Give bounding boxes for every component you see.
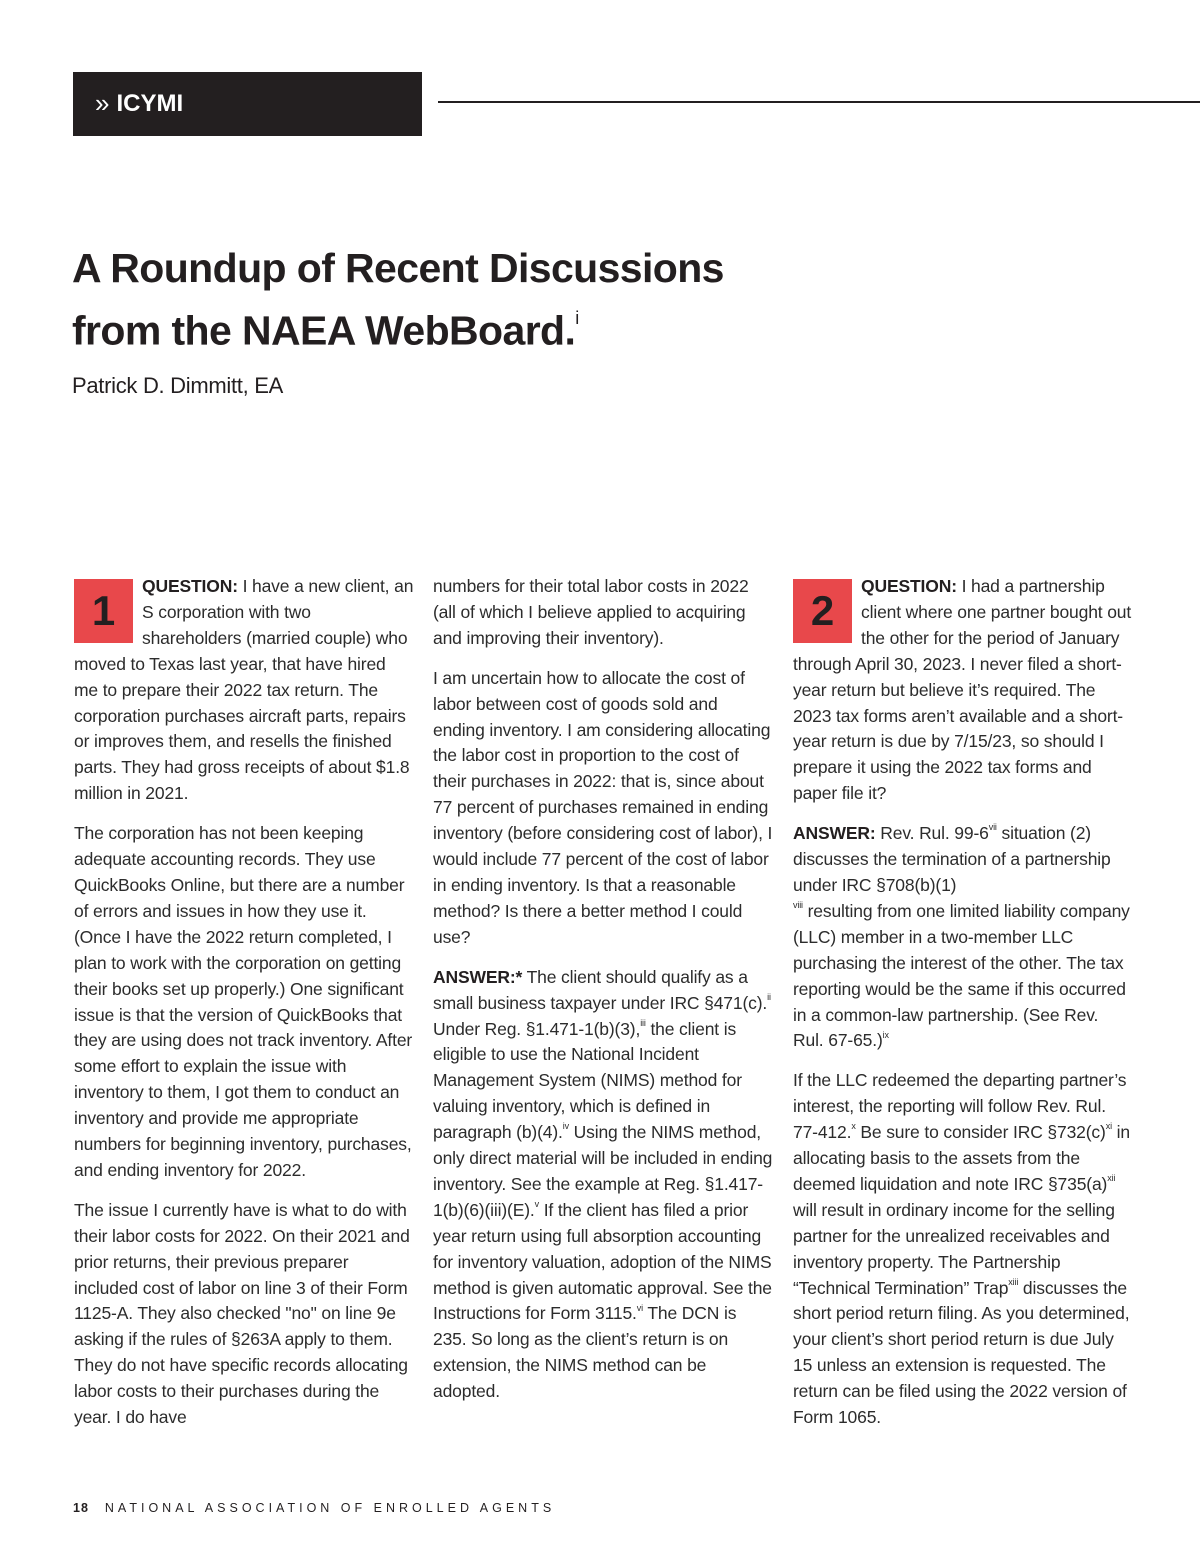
question-label: QUESTION: <box>142 576 238 596</box>
question-1 <box>74 574 414 807</box>
answer-text: If the LLC redeemed the departing partner’s interest, the reporting will follow Rev. Rul. 77-412. <box>793 1070 1127 1143</box>
question-text: I have a new client, an S corporation with two shareholders (married couple) who moved to Texas last year, that have hired me to prepare their 2022 tax return. The corporation purchases aircraft parts, repairs or improves them, and resells the finished parts. They had gross receipts of about $1.8 million in 2021. <box>74 576 414 804</box>
answer-text: will result in ordinary income for the selling partner for the unrealized receivables and inventory property. The Partnership “Technical Termination” Trap <box>793 1199 1115 1298</box>
answer-2 <box>793 821 1133 1054</box>
answer-text: situation (2) discusses the termination of a partnership under IRC §708(b)(1) <box>793 823 1111 895</box>
endnote-ref: x <box>851 1121 856 1132</box>
question-number-badge: 2 <box>793 579 852 643</box>
endnote-ref: iv <box>562 1121 569 1132</box>
endnote-ref: xi <box>1105 1121 1112 1132</box>
header-rule <box>438 101 1200 103</box>
answer-label: ANSWER:* <box>433 966 523 987</box>
endnote-ref: vii <box>988 822 997 833</box>
paragraph: I am uncertain how to allocate the cost of labor between cost of goods sold and ending inventory. I am considering allocating the labor cost in proportion to the cost of their purchases in 2022: that is, since about 77 percent of purchases remained in ending inventory (before considering cost of labor), I would include 77 percent of the cost of labor in ending inventory. Is that a reasonable method? Is there a better method I could use? <box>433 667 773 947</box>
title-endnote: i <box>575 308 579 328</box>
endnote-ref: v <box>534 1199 539 1210</box>
answer-text: If the client has filed a prior year return using full absorption accounting for inventory valuation, adoption of the NIMS method is given automatic approval. See the Instructions for Form 3115. <box>433 1199 772 1324</box>
question-number-badge: 1 <box>74 579 133 643</box>
chevron-icon: » <box>95 87 110 118</box>
question-text: I had a partnership client where one partner bought out the other for the period of January through April 30, 2023. I never filed a short-year return but believe it’s required. The 2023 tax forms aren’t available and a short-year return is due by 7/15/23, so should I prepare it using the 2022 tax forms and paper file it? <box>793 576 1132 804</box>
page-footer <box>73 1501 555 1515</box>
section-label: ICYMI <box>116 90 184 117</box>
title-line-2: from the NAEA WebBoard. <box>72 307 576 354</box>
answer-text: in allocating basis to the assets from the deemed liquidation and note IRC §735(a) <box>793 1122 1130 1194</box>
paragraph: The issue I currently have is what to do with their labor costs for 2022. On their 2021 and prior returns, their previous preparer included cost of labor on line 3 of their Form 1125-A. They also checked "no" on line 9e asking if the rules of §263A apply to them. They do not have specific records allocating labor costs to their purchases during the year. I do have <box>74 1199 410 1428</box>
title-line-1: A Roundup of Recent Discussions <box>72 245 724 291</box>
answer-text: discusses the short period return filing. As you determined, your client’s short period return is due July 15 unless an extension is requested. The return can be filed using the 2022 version of Form 1065. <box>793 1277 1130 1428</box>
article-title <box>72 240 792 359</box>
endnote-ref: xiii <box>1008 1276 1019 1287</box>
endnote-ref: ix <box>882 1029 889 1040</box>
paragraph <box>793 1068 1133 1431</box>
endnote-ref: xii <box>1107 1173 1116 1184</box>
answer-text: the client is eligible to use the National Incident Management System (NIMS) method for valuing inventory, which is defined in paragraph (b)(4). <box>433 1018 742 1143</box>
question-2 <box>793 574 1133 807</box>
page-number: 18 <box>73 1501 89 1515</box>
answer-text: Using the NIMS method, only direct material will be included in ending inventory. See the example at Reg. §1.417-1(b)(6)(iii)(E). <box>433 1122 773 1220</box>
endnote-ref: vi <box>636 1302 643 1313</box>
question-label: QUESTION: <box>861 576 957 596</box>
paragraph: The corporation has not been keeping adequate accounting records. They use QuickBooks Online, but there are a number of errors and issues in how they use it. (Once I have the 2022 return completed, I plan to work with the corporation on getting their books set up properly.) One significant issue is that the version of QuickBooks that they are using does not track inventory. After some effort to explain the issue with inventory to them, I got them to conduct an inventory and provide me appropriate numbers for beginning inventory, purchases, and ending inventory for 2022. <box>74 823 413 1180</box>
answer-text: Under Reg. §1.471-1(b)(3), <box>433 1018 641 1039</box>
column-1 <box>74 574 414 1445</box>
answer-text: Rev. Rul. 99-6 <box>875 823 989 844</box>
paragraph: numbers for their total labor costs in 2022 (all of which I believe applied to acquiring and improving their inventory). <box>433 576 749 648</box>
section-banner <box>73 72 422 136</box>
publication-name: NATIONAL ASSOCIATION OF ENROLLED AGENTS <box>104 1501 556 1515</box>
endnote-ref: viii <box>793 900 803 911</box>
answer-label: ANSWER: <box>793 823 876 844</box>
answer-text: Be sure to consider IRC §732(c) <box>855 1122 1106 1143</box>
answer-text: resulting from one limited liability company (LLC) member in a two-member LLC purchasing the interest of the other. The tax reporting would be the same if this occurred in a common-law partnership. (See Rev. Rul. 67-65.) <box>793 900 1130 1051</box>
endnote-ref: ii <box>767 991 771 1002</box>
answer-1 <box>433 965 773 1405</box>
column-2 <box>433 574 773 1419</box>
column-3 <box>793 574 1133 1445</box>
answer-text: The client should qualify as a small business taxpayer under IRC §471(c). <box>433 966 768 1013</box>
answer-text: The DCN is 235. So long as the client’s return is on extension, the NIMS method can be adopted. <box>433 1303 737 1402</box>
endnote-ref: iii <box>640 1017 646 1028</box>
author-byline: Patrick D. Dimmitt, EA <box>72 373 283 398</box>
